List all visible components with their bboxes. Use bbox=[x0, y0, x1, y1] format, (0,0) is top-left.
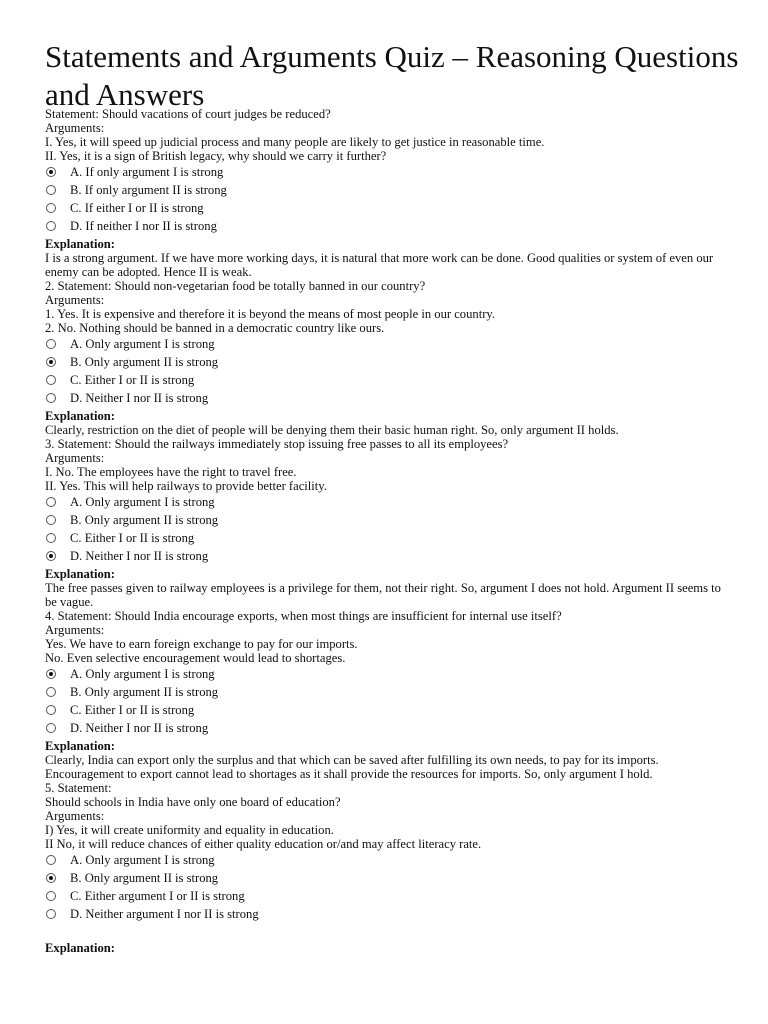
radio-icon[interactable] bbox=[46, 393, 56, 403]
explanation-heading: Explanation: bbox=[45, 941, 115, 955]
spacer bbox=[45, 923, 735, 939]
radio-selected-icon[interactable] bbox=[46, 873, 56, 883]
radio-icon[interactable] bbox=[46, 705, 56, 715]
option-b[interactable]: B. Only argument II is strong bbox=[45, 511, 735, 529]
radio-icon[interactable] bbox=[46, 687, 56, 697]
option-a[interactable]: A. Only argument I is strong bbox=[45, 335, 735, 353]
radio-icon[interactable] bbox=[46, 909, 56, 919]
statement: 3. Statement: Should the railways immediately stop issuing free passes to all its employees? bbox=[45, 437, 509, 451]
option-b[interactable]: B. Only argument II is strong bbox=[45, 869, 735, 887]
radio-icon[interactable] bbox=[46, 203, 56, 213]
option-d[interactable]: D. Neither argument I nor II is strong bbox=[45, 905, 735, 923]
radio-icon[interactable] bbox=[46, 375, 56, 385]
option-a[interactable]: A. If only argument I is strong bbox=[45, 163, 735, 181]
argument-1: I) Yes, it will create uniformity and equality in education. bbox=[45, 823, 334, 837]
statement: 4. Statement: Should India encourage exports, when most things are insufficient for internal use itself? bbox=[45, 609, 562, 623]
radio-icon[interactable] bbox=[46, 855, 56, 865]
radio-icon[interactable] bbox=[46, 497, 56, 507]
arguments-label: Arguments: bbox=[45, 451, 105, 465]
question-5 bbox=[45, 781, 735, 955]
arguments-label: Arguments: bbox=[45, 623, 105, 637]
radio-selected-icon[interactable] bbox=[46, 167, 56, 177]
explanation-text: The free passes given to railway employees is a privilege for them, not their right. So, argument I does not hold. Argument II seems to be vague. bbox=[45, 581, 721, 609]
statement: Statement: Should vacations of court judges be reduced? bbox=[45, 107, 331, 121]
explanation-text: Clearly, India can export only the surplus and that which can be saved after fulfilling its own needs, to pay for its imports. Encouragement to export cannot lead to shortages as it shall provide the resources for imports. So, only argument I hold. bbox=[45, 753, 659, 781]
option-b[interactable]: B. Only argument II is strong bbox=[45, 353, 735, 371]
argument-2: II. Yes. This will help railways to provide better facility. bbox=[45, 479, 327, 493]
option-d[interactable]: D. Neither I nor II is strong bbox=[45, 719, 735, 737]
option-d[interactable]: D. Neither I nor II is strong bbox=[45, 547, 735, 565]
radio-icon[interactable] bbox=[46, 185, 56, 195]
option-a[interactable]: A. Only argument I is strong bbox=[45, 493, 735, 511]
option-c[interactable]: C. Either I or II is strong bbox=[45, 371, 735, 389]
explanation-text: I is a strong argument. If we have more working days, it is natural that more work can be done. Good qualities or system of even our enemy can be adopted. Hence II is weak. bbox=[45, 251, 714, 279]
explanation-heading: Explanation: bbox=[45, 409, 115, 423]
statement-label: 5. Statement: bbox=[45, 781, 112, 795]
option-c[interactable]: C. Either I or II is strong bbox=[45, 529, 735, 547]
statement: Should schools in India have only one board of education? bbox=[45, 795, 341, 809]
question-3 bbox=[45, 437, 735, 609]
option-a[interactable]: A. Only argument I is strong bbox=[45, 851, 735, 869]
option-d[interactable]: D. Neither I nor II is strong bbox=[45, 389, 735, 407]
radio-icon[interactable] bbox=[46, 533, 56, 543]
page-title: Statements and Arguments Quiz – Reasoning Questions and Answers bbox=[45, 39, 739, 112]
radio-selected-icon[interactable] bbox=[46, 551, 56, 561]
quiz-content bbox=[45, 107, 735, 955]
explanation-heading: Explanation: bbox=[45, 739, 115, 753]
arguments-label: Arguments: bbox=[45, 293, 105, 307]
argument-1: 1. Yes. It is expensive and therefore it is beyond the means of most people in our country. bbox=[45, 307, 496, 321]
arguments-label: Arguments: bbox=[45, 809, 105, 823]
option-b[interactable]: B. If only argument II is strong bbox=[45, 181, 735, 199]
radio-icon[interactable] bbox=[46, 339, 56, 349]
option-d[interactable]: D. If neither I nor II is strong bbox=[45, 217, 735, 235]
argument-2: II No, it will reduce chances of either quality education or/and may affect literacy rate. bbox=[45, 837, 482, 851]
option-c[interactable]: C. Either argument I or II is strong bbox=[45, 887, 735, 905]
option-c[interactable]: C. If either I or II is strong bbox=[45, 199, 735, 217]
question-1 bbox=[45, 107, 735, 279]
explanation-heading: Explanation: bbox=[45, 237, 115, 251]
argument-1: I. Yes, it will speed up judicial process and many people are likely to get justice in reasonable time. bbox=[45, 135, 545, 149]
argument-2: II. Yes, it is a sign of British legacy, why should we carry it further? bbox=[45, 149, 387, 163]
option-b[interactable]: B. Only argument II is strong bbox=[45, 683, 735, 701]
option-a[interactable]: A. Only argument I is strong bbox=[45, 665, 735, 683]
argument-1: Yes. We have to earn foreign exchange to pay for our imports. bbox=[45, 637, 358, 651]
radio-selected-icon[interactable] bbox=[46, 357, 56, 367]
arguments-label: Arguments: bbox=[45, 121, 105, 135]
argument-2: 2. No. Nothing should be banned in a democratic country like ours. bbox=[45, 321, 385, 335]
explanation-text: Clearly, restriction on the diet of people will be denying them their basic human right. So, only argument II holds. bbox=[45, 423, 619, 437]
argument-2: No. Even selective encouragement would lead to shortages. bbox=[45, 651, 346, 665]
question-4 bbox=[45, 609, 735, 781]
question-2 bbox=[45, 279, 735, 437]
radio-icon[interactable] bbox=[46, 723, 56, 733]
radio-icon[interactable] bbox=[46, 891, 56, 901]
radio-selected-icon[interactable] bbox=[46, 669, 56, 679]
statement: 2. Statement: Should non-vegetarian food be totally banned in our country? bbox=[45, 279, 426, 293]
radio-icon[interactable] bbox=[46, 221, 56, 231]
radio-icon[interactable] bbox=[46, 515, 56, 525]
argument-1: I. No. The employees have the right to travel free. bbox=[45, 465, 297, 479]
explanation-heading: Explanation: bbox=[45, 567, 115, 581]
option-c[interactable]: C. Either I or II is strong bbox=[45, 701, 735, 719]
